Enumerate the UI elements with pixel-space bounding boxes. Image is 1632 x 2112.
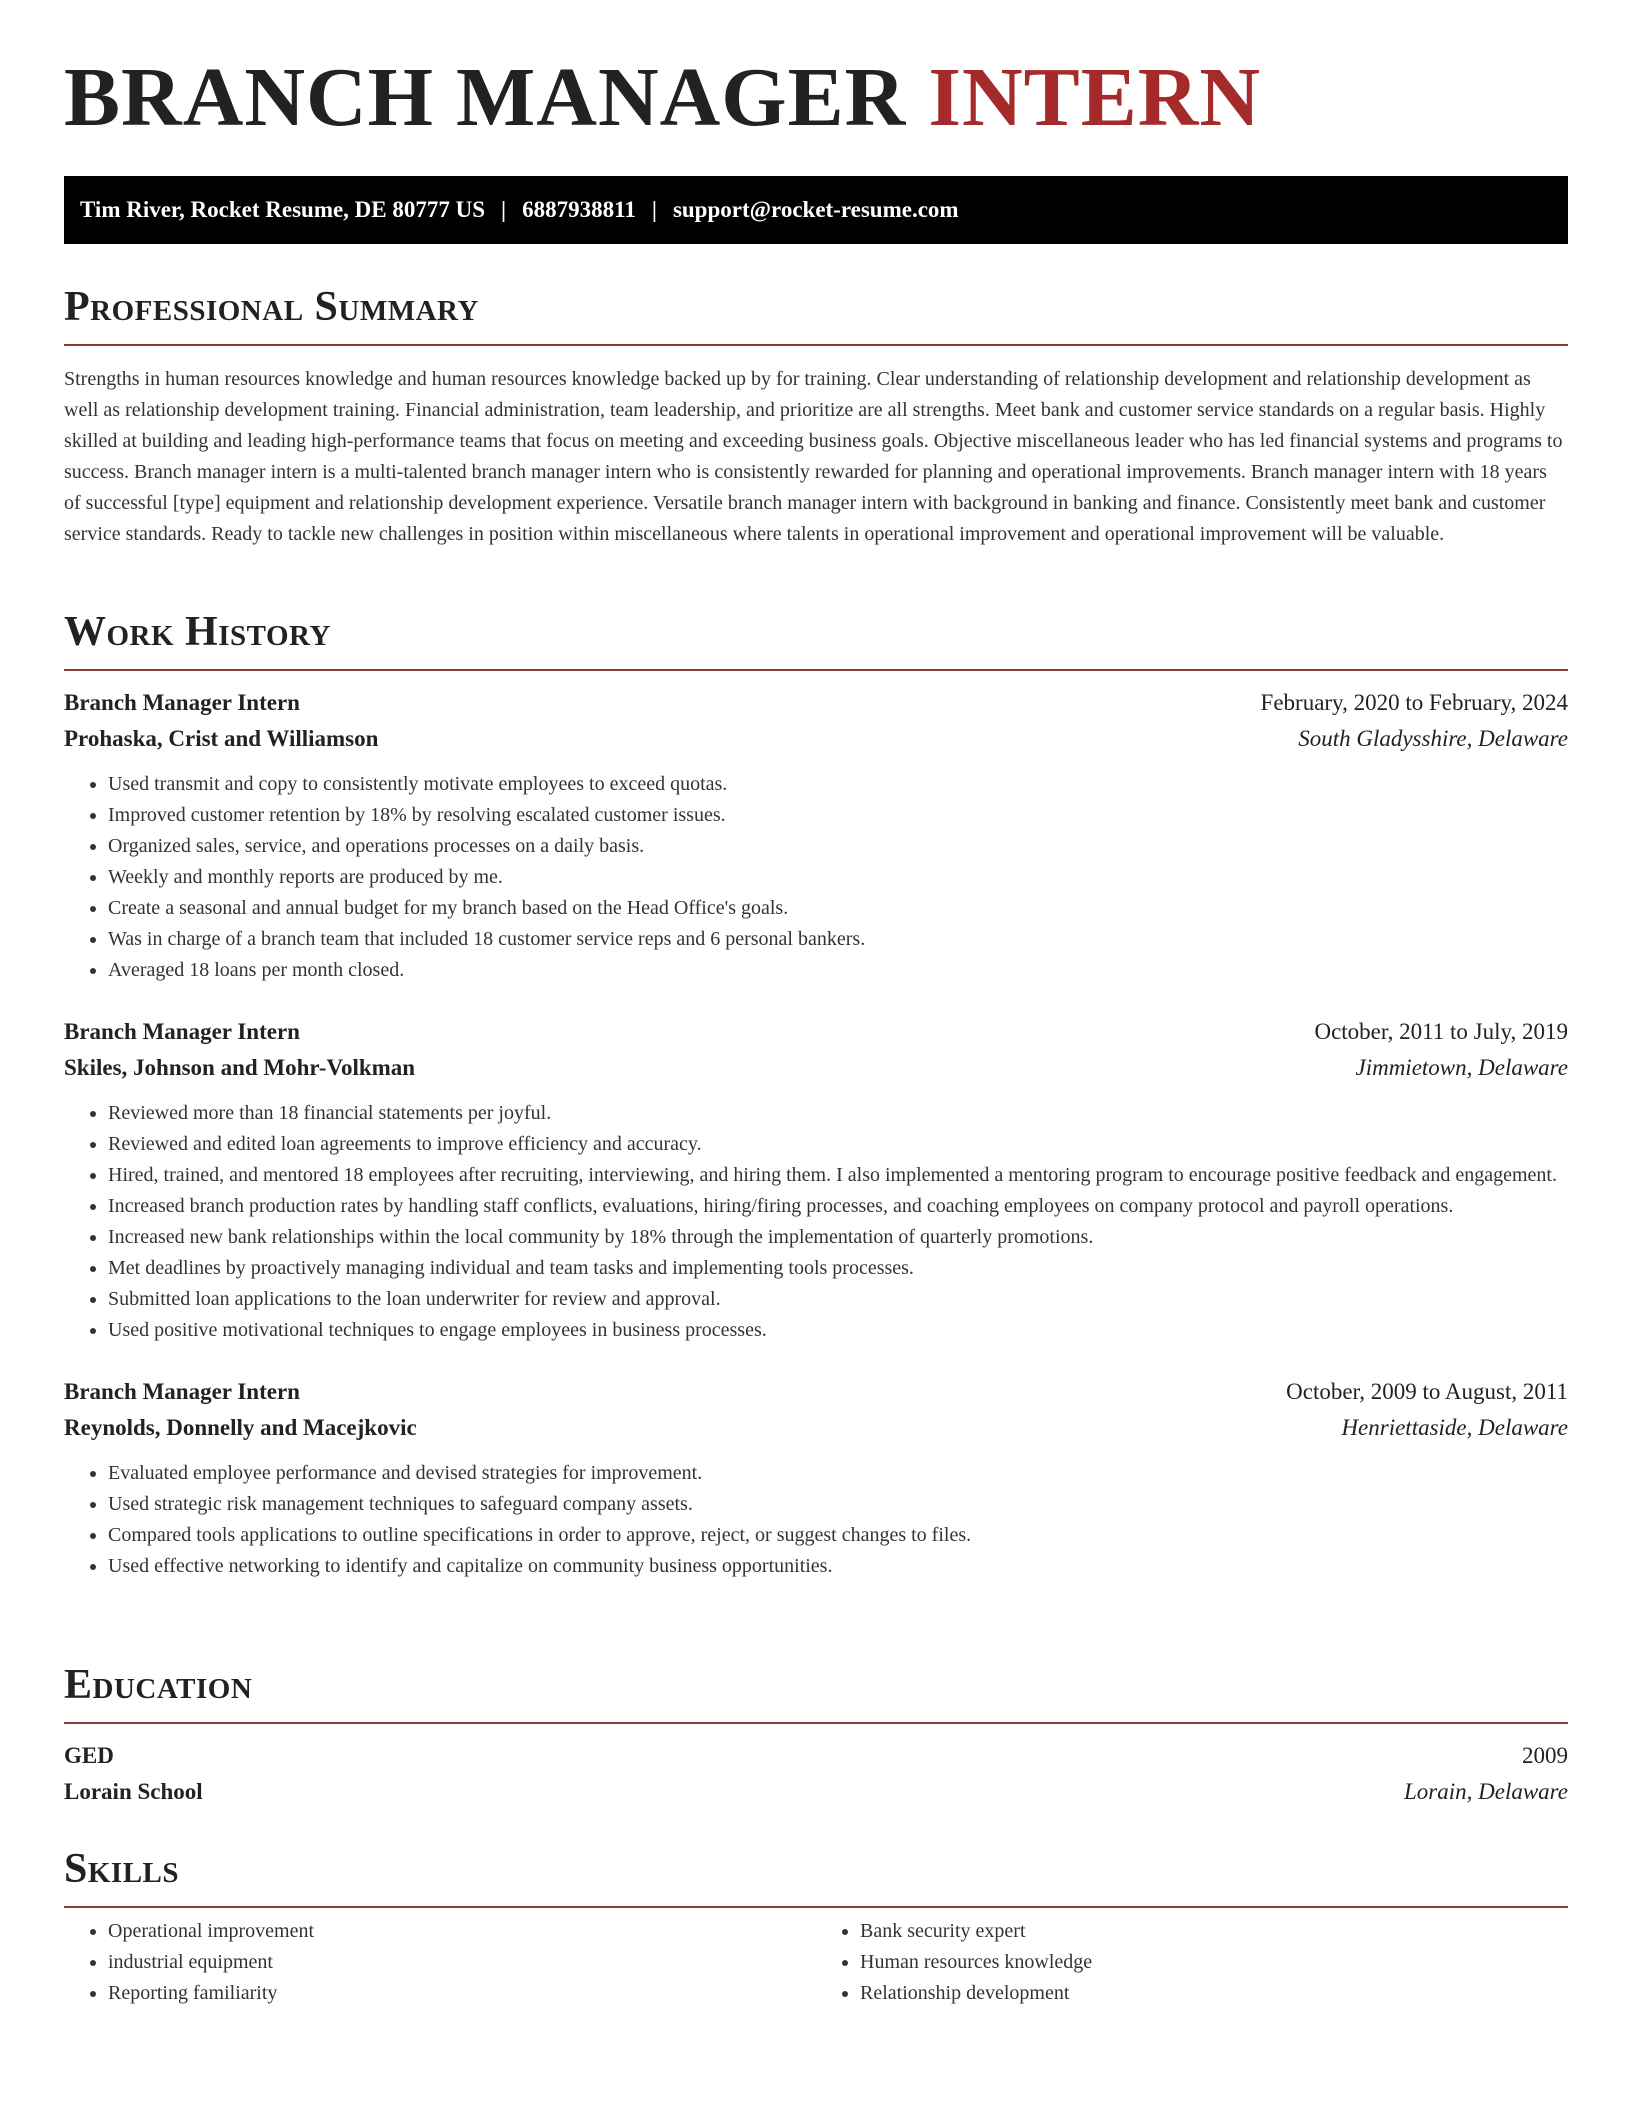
contact-separator: | (501, 197, 507, 222)
job-location: South Gladysshire, Delaware (1298, 726, 1568, 752)
title-main: BRANCH MANAGER (64, 51, 907, 144)
job-dates: October, 2009 to August, 2011 (1286, 1379, 1568, 1405)
work-history-section (64, 609, 1568, 1582)
job-entry (64, 685, 1568, 986)
title-accent: INTERN (928, 51, 1262, 144)
job-subheader (64, 721, 1568, 757)
contact-email: support@rocket-resume.com (672, 197, 959, 222)
job-header (64, 1014, 1568, 1050)
skill-item: • Relationship development (860, 1978, 1568, 2009)
skills-heading: Skills (64, 1846, 180, 1892)
contact-separator: | (651, 197, 657, 222)
education-header (64, 1738, 1568, 1774)
job-bullet: • Reviewed more than 18 financial statements per joyful. (108, 1098, 1568, 1129)
job-bullet: • Weekly and monthly reports are produced by me. (108, 862, 1568, 893)
skill-item: • industrial equipment (108, 1947, 816, 1978)
job-title: Branch Manager Intern (64, 690, 300, 716)
job-entry (64, 1374, 1568, 1582)
job-bullet: • Increased branch production rates by handling staff conflicts, evaluations, hiring/firing processes, and coaching employees on company protocol and payroll operations. (108, 1191, 1568, 1222)
skills-column-left (64, 1916, 816, 2009)
job-bullet: • Reviewed and edited loan agreements to improve efficiency and accuracy. (108, 1129, 1568, 1160)
education-heading: Education (64, 1662, 253, 1708)
job-bullet: • Increased new bank relationships within the local community by 18% through the implementation of quarterly promotions. (108, 1222, 1568, 1253)
job-company: Skiles, Johnson and Mohr-Volkman (64, 1055, 416, 1081)
job-title: Branch Manager Intern (64, 1019, 300, 1045)
education-school: Lorain School (64, 1779, 203, 1805)
job-bullet: • Improved customer retention by 18% by resolving escalated customer issues. (108, 800, 1568, 831)
job-bullet: • Compared tools applications to outline specifications in order to approve, reject, or suggest changes to files. (108, 1520, 1568, 1551)
job-subheader (64, 1410, 1568, 1446)
job-location: Jimmietown, Delaware (1355, 1055, 1568, 1081)
job-dates: October, 2011 to July, 2019 (1314, 1019, 1568, 1045)
section-divider (64, 1722, 1568, 1724)
job-header (64, 685, 1568, 721)
education-entry (64, 1738, 1568, 1810)
skills-column-right (816, 1916, 1568, 2009)
skill-item: • Operational improvement (108, 1916, 816, 1947)
job-bullet: • Evaluated employee performance and devised strategies for improvement. (108, 1458, 1568, 1489)
summary-text: Strengths in human resources knowledge and human resources knowledge backed up by for training. Clear understanding of relationship development and relationship development as well as relationship development training. Financial administration, team leadership, and prioritize are all strengths. Meet bank and customer service standards on a regular basis. Highly skilled at building and leading high-performance teams that focus on meeting and exceeding business goals. Objective miscellaneous leader who has led financial systems and programs to success. Branch manager intern is a multi-talented branch manager intern who is consistently rewarded for planning and operational improvements. Branch manager intern with 18 years of successful [type] equipment and relationship development experience. Versatile branch manager intern with background in banking and finance. Consistently meet bank and customer service standards. Ready to tackle new challenges in position within miscellaneous where talents in operational improvement and operational improvement will be valuable. (64, 368, 1563, 546)
section-divider (64, 344, 1568, 346)
job-bullet: • Organized sales, service, and operations processes on a daily basis. (108, 831, 1568, 862)
skill-item: • Reporting familiarity (108, 1978, 816, 2009)
skills-section (64, 1846, 1568, 2009)
education-section (64, 1662, 1568, 1810)
job-bullet: • Hired, trained, and mentored 18 employees after recruiting, interviewing, and hiring them. I also implemented a mentoring program to encourage positive feedback and engagement. (108, 1160, 1568, 1191)
job-bullets (64, 1098, 1568, 1346)
resume-title (64, 51, 1262, 144)
job-bullet: • Used transmit and copy to consistently motivate employees to exceed quotas. (108, 769, 1568, 800)
education-year: 2009 (1522, 1743, 1568, 1769)
job-bullet: • Used effective networking to identify and capitalize on community business opportunities. (108, 1551, 1568, 1582)
education-degree: GED (64, 1743, 114, 1769)
section-divider (64, 669, 1568, 671)
job-bullet: • Submitted loan applications to the loan underwriter for review and approval. (108, 1284, 1568, 1315)
job-bullet: • Averaged 18 loans per month closed. (108, 955, 1568, 986)
job-header (64, 1374, 1568, 1410)
job-location: Henriettaside, Delaware (1341, 1415, 1568, 1441)
job-bullet: • Used positive motivational techniques to engage employees in business processes. (108, 1315, 1568, 1346)
job-entry (64, 1014, 1568, 1346)
job-company: Reynolds, Donnelly and Macejkovic (64, 1415, 417, 1441)
section-divider (64, 1906, 1568, 1908)
education-subheader (64, 1774, 1568, 1810)
job-bullet: • Was in charge of a branch team that included 18 customer service reps and 6 personal bankers. (108, 924, 1568, 955)
job-title: Branch Manager Intern (64, 1379, 300, 1405)
skill-item: • Human resources knowledge (860, 1947, 1568, 1978)
summary-section (64, 284, 1568, 550)
job-bullet: • Met deadlines by proactively managing individual and team tasks and implementing tools processes. (108, 1253, 1568, 1284)
job-dates: February, 2020 to February, 2024 (1260, 690, 1568, 716)
job-bullets (64, 1458, 1568, 1582)
contact-bar (64, 176, 1568, 244)
job-bullet: • Create a seasonal and annual budget for my branch based on the Head Office's goals. (108, 893, 1568, 924)
skill-item: • Bank security expert (860, 1916, 1568, 1947)
skills-grid (64, 1916, 1568, 2009)
summary-heading: Professional Summary (64, 284, 479, 330)
work-history-heading: Work History (64, 609, 331, 655)
job-bullets (64, 769, 1568, 986)
job-subheader (64, 1050, 1568, 1086)
contact-phone: 6887938811 (522, 197, 636, 222)
contact-address: Tim River, Rocket Resume, DE 80777 US (80, 197, 486, 222)
education-location: Lorain, Delaware (1404, 1779, 1568, 1805)
job-company: Prohaska, Crist and Williamson (64, 726, 379, 752)
job-bullet: • Used strategic risk management techniques to safeguard company assets. (108, 1489, 1568, 1520)
